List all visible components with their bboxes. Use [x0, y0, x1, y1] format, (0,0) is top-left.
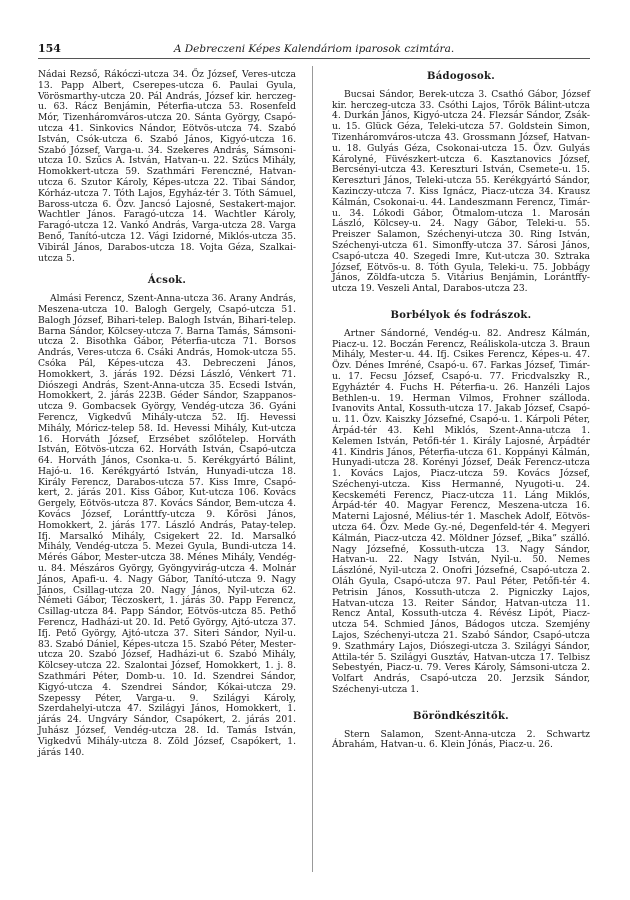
section-title-badogosok: Bádogosok. — [427, 71, 495, 82]
section-title-borond: Böröndkészitők. — [413, 710, 509, 722]
section-text-badogosok: Bucsai Sándor, Berek-utcza 3. Csathó Gábor, József kir. herczeg-utcza 33. Csóthi Lajos, Tőrök Bálint-utcza 4. Durkán János, Kigyó-utcza 24. Flezsár Sándor, Zsák-u. 15. Glück Géza, Teleki-utcza 57. Goldstein Simon, Tizenháromváros-utcza 43. Grossmann József, Hatvan-u. 18. Gulyás Géza, Csokonai-utcza 15. Özv. Gulyás Károlyné, Füvészkert-utcza 6. Kasztanovics József, Bercsényi-utcza 43. Kereszturi István, Csemete-u. 15. Kereszturi János, Teleki-utcza 55. Kerékgyártó Sándor, Kazinczy-utcza 7. Kiss Ignácz, Piacz-utcza 34. Krausz Kálmán, Csokonai-u. 44. Landeszmann Ferencz, Timár-u. 34. Lókodi Gábor, Ötmalom-utcza 1. Marosán László, Kölcsey-u. 24. Nagy Gábor, Teleki-u. 55. Preiszer Salamon, Széchenyi-utcza 30. Ring István, Széchenyi-utcza 61. Simonffy-utcza 37. Sárosi János, Csapó-utcza 40. Szegedi Imre, Kut-utcza 30. Sztraka József, Eötvös-u. 8. Tóth Gyula, Teleki-u. 75. Jobbágy János, Zöldfa-utcza 5. Vitárius Benjámin, Lorántffy-utcza 19. Veszeli Antal, Darabos-utcza 23. — [332, 88, 590, 295]
running-title: A Debreczeni Képes Kalendáriom iparosok czimtára. — [173, 43, 455, 55]
right-column — [332, 70, 590, 751]
page-number: 154 — [38, 42, 61, 55]
left-column — [38, 70, 296, 758]
section-text-acsok: Almási Ferencz, Szent-Anna-utcza 36. Arany András, Meszena-utcza 10. Balogh Gergely, Csapó-utcza 51. Balogh József, Bihari-telep. Balogh István, Bihari-telep. Barna Sándor, Kölcsey-utcza 7. Barna Tamás, Sámsoni-utcza 2. Bisothka Gábor, Péterfia-utcza 71. Borsos András, Veres-utcza 6. Csáki András, Homok-utcza 55. Csóka Pál, Képes-utcza 43. Debreczeni János, Homokkert, 3. járás 192. Dézsi László, Vénkert 71. Diószegi András, Szent-Anna-utcza 35. Ecsedi István, Homokkert, 2. járás 223B. Géder Sándor, Szappanos-utcza 9. Gombacsek György, Vendég-utcza 36. Gyáni Ferencz, Vigkedvű Mihály-utcza 52. Ifj. Hevessi Mihály, Móricz-telep 58. Id. Hevessi Mihály, Kut-utcza 16. Horváth József, Erzsébet szőlőtelep. Horváth István, Eötvös-utcza 62. Horváth István, Csapó-utcza 64. Horváth János, Csonka-u. 5. Kerékgyártó Bálint, Hajó-u. 16. Kerékgyártó István, Hunyadi-utcza 18. Király Ferencz, Darabos-utcza 57. Kiss Imre, Csapó-kert, 2. járás 201. Kiss Gábor, Kut-utcza 106. Kovács Gergely, Eötvös-utcza 87. Kovács Sándor, Bem-utcza 4. Kovács József, Loránttfy-utcza 9. Kőrösi János, Homokkert, 2. járás 177. László András, Patay-telep. Ifj. Marsalkó Mihály, Csigekert 22. Id. Marsalkó Mihály, Vendég-utcza 5. Mezei Gyula, Bundi-utcza 14. Mérés Gábor, Mester-utcza 38. Ménes Mihály, Vendég-u. 84. Mészáros György, Gyöngyvirág-utcza 4. Molnár János, Apafi-u. 4. Nagy Gábor, Tanító-utcza 9. Nagy János, Csillag-utcza 20. Nagy János, Nyil-utcza 62. Németi Gábor, Téczoskert, 1. járás 30. Papp Ferencz, Csillag-utcza 84. Papp Sándor, Eötvös-utcza 85. Pethő Ferencz, Hadházi-ut 20. Id. Pető György, Ajtó-utcza 37. Ifj. Pető György, Ajtó-utcza 37. Siteri Sándor, Nyil-u. 83. Szabó Dániel, Képes-utcza 15. Szabó Péter, Mester-utcza 20. Szabó József, Hadházi-ut 6. Szabó Mihály, Kölcsey-utcza 22. Szalontai József, Homokkert, 1. j. 8. Szathmári Péter, Domb-u. 10. Id. Szendrei Sándor, Kigyó-utcza 4. Szendrei Sándor, Kókai-utcza 29. Szepessy Péter, Varga-u. 9. Szilágyi Károly, Szerdahelyi-utcza 47. Szilágyi János, Homokkert, 1. járás 24. Ungváry Sándor, Csapókert, 2. járás 201. Juhász József, Vendég-utcza 28. Id. Tamás István, Vigkedvű Mihály-utcza 8. Zöld József, Csapókert, 1. járás 140. — [38, 293, 296, 758]
section-text-borond: Stern Salamon, Szent-Anna-utcza 2. Schwartz Ábrahám, Hatvan-u. 6. Klein Jónás, Piacz-u. 26. — [332, 728, 590, 751]
column-divider — [312, 66, 313, 872]
section-title-acsok: Ácsok. — [147, 275, 187, 287]
left-intro-paragraph: Nádai Rezső, Rákóczi-utcza 34. Őz József, Veres-utcza 13. Papp Albert, Cserepes-utcza 6. Paulai Gyula, Vörösmarthy-utcza 20. Pál András, József kir. herczeg-u. 63. Rácz Benjámin, Péterfia-utcza 53. Rosenfeld Mór, Tizenháromváros-utcza 20. Sánta György, Csapó-utcza 41. Sinkovics Nándor, Eötvös-utcza 74. Szabó István, Csók-utcza 6. Szabó János, Kigyó-utcza 16. Szabó József, Varga-u. 34. Szekeres András, Sámsoni-utcza 10. Szűcs A. István, Hatvan-u. 22. Szűcs Mihály, Homokkert-utcza 59. Szathmári Ferenczné, Hatvan-utcza 6. Szutor Károly, Képes-utcza 22. Tibai Sándor, Kórház-utcza 7. Tóth Lajos, Egyház-tér 3. Tóth Sámuel, Baross-utcza 6. Özv. Jancsó Lajosné, Sestakert-major. Wachtler János. Faragó-utcza 14. Wachtler Károly, Faragó-utcza 12. Vankó András, Varga-utcza 28. Varga Benő, Tanító-utcza 12. Vági Izidorné, Miklós-utcza 35. Vibirál János, Darabos-utcza 18. Vojta Géza, Szalkai-utcza 5. — [38, 69, 296, 264]
section-title-borbelyok: Borbélyok és fodrászok. — [390, 309, 532, 321]
section-text-borbelyok: Artner Sándorné, Vendég-u. 82. Andresz Kálmán, Piacz-u. 12. Boczán Ferencz, Reáliskola-utcza 3. Braun Mihály, Mester-u. 44. Ifj. Csikes Ferencz, Képes-u. 47. Özv. Dénes Imréné, Csapó-u. 67. Farkas József, Timár-u. 17. Fecsu József, Csapó-u. 77. Fricdvalszky R., Egyháztér 4. Fuchs H. Péterfia-u. 26. Hanzéli Lajos Bethlen-u. 19. Herman Vilmos, Frohner szálloda. Ivanovits Antal, Kossuth-utcza 17. Jakab József, Csapó-u. 11. Özv. Kaiszky Józsefné, Csapó-u. 1. Kárpoli Péter, Árpád-tér 43. Kehl Miklós, Szent-Anna-utcza 1. Kelemen István, Petőfi-tér 1. Király Lajosné, Árpádtér 41. Kindris János, Péterfia-utcza 61. Koppányi Kálmán, Hunyadi-utcza 28. Korényi József, Deák Ferencz-utcza 1. Kovács Lajos, Piacz-utcza 59. Kovács József, Széchenyi-utcza. Kiss Hermanné, Nyugoti-u. 24. Kecskeméti Ferencz, Piacz-utcza 11. Láng Miklós, Árpád-tér 40. Magyar Ferencz, Meszena-utcza 16. Materni Lajosné, Mélius-tér 1. Maschek Adolf, Eötvös-utcza 64. Özv. Mede Gy.-né, Degenfeld-tér 4. Megyeri Kálmán, Piacz-utcza 42. Möldner József, „Bika” szálló. Nagy Józsefné, Kossuth-utcza 13. Nagy Sándor, Hatvan-u. 22. Nagy István, Nyil-u. 50. Nemes Lászlóné, Nyil-utcza 2. Onofri Józsefné, Csapó-utcza 2. Oláh Gyula, Csapó-utcza 97. Paul Péter, Petőfi-tér 4. Petrisin János, Kossuth-utcza 2. Pigniczky Lajos, Hatvan-utcza 13. Reiter Sándor, Hatvan-utcza 11. Rencz Antal, Kossuth-utcza 4. Révész Lipót, Piacz-utcza 54. Schmied János, Bádogos utcza. Szemjény Lajos, Széchenyi-utcza 21. Szabó Sándor, Csapó-utcza 9. Szathmáry Lajos, Diószegi-utcza 3. Szilágyi Sándor, Attila-tér 5. Szilágyi Gusztáv, Hatvan-utcza 17. Telbisz Sebestyén, Piacz-u. 79. Veres Károly, Sámsoni-utcza 2. Volfart András, Csapó-utcza 20. Jerzsik Sándor, Széchenyi-utcza 1. — [332, 327, 590, 696]
page-header — [38, 42, 590, 59]
